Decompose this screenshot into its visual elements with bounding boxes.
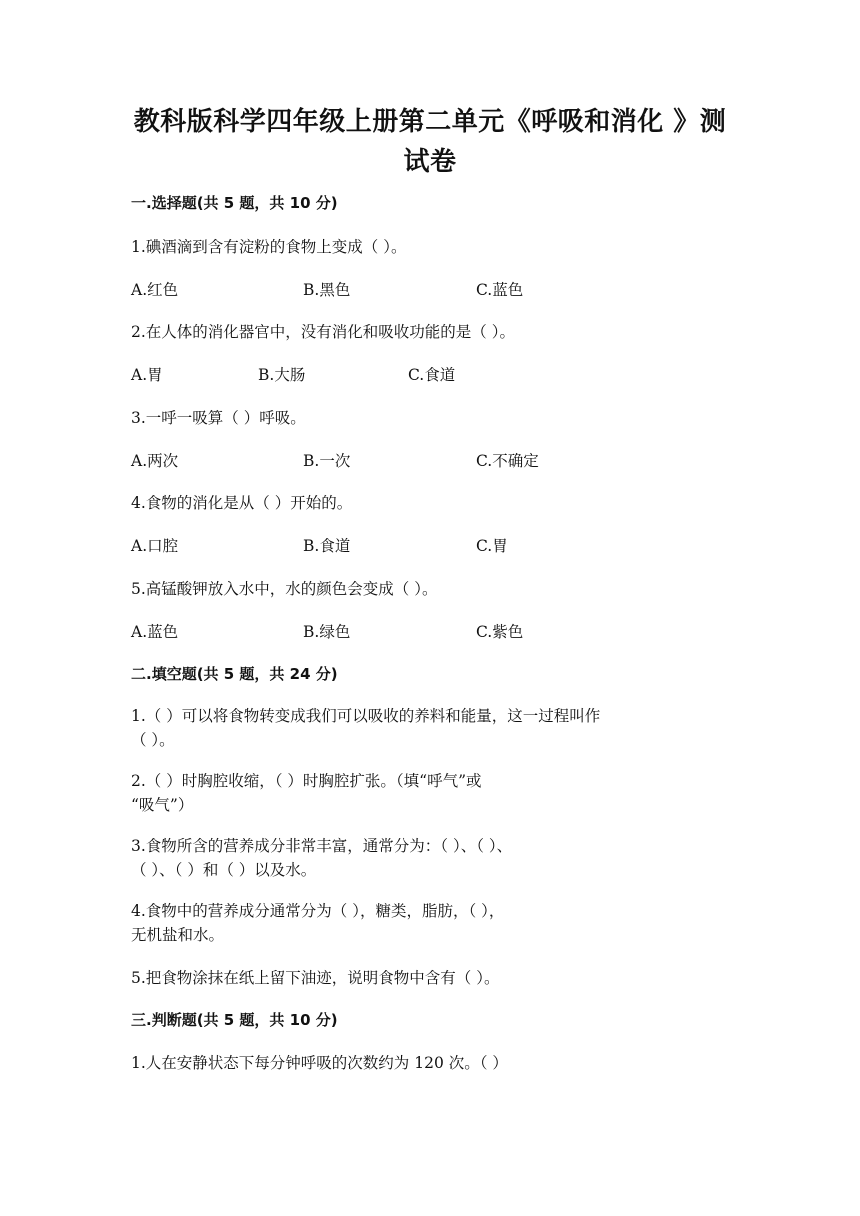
choice-option-c: C.胃: [476, 537, 508, 555]
choice-question-1: 1.碘酒滴到含有淀粉的食物上变成（ ）。: [131, 238, 407, 256]
choice-option-a: A.红色: [131, 281, 179, 299]
choice-question-3: 3.一呼一吸算（ ）呼吸。: [131, 409, 306, 427]
choice-option-a: A.口腔: [131, 537, 179, 555]
choice-question-2: 2.在人体的消化器官中，没有消化和吸收功能的是（ ）。: [131, 323, 515, 341]
section-heading-judge: 三.判断题(共 5 题，共 10 分): [131, 1011, 338, 1029]
choice-option-c: C.不确定: [476, 452, 539, 470]
choice-option-b: B.绿色: [303, 623, 351, 641]
choice-option-a: A.胃: [131, 366, 163, 384]
choice-option-b: B.大肠: [258, 366, 306, 384]
choice-question-4: 4.食物的消化是从（ ）开始的。: [131, 494, 353, 512]
fill-question-line: 无机盐和水。: [131, 926, 225, 944]
fill-question-line: 4.食物中的营养成分通常分为（ ），糖类，脂肪，（ ），: [131, 902, 505, 920]
fill-question-line: 1.（ ）可以将食物转变成我们可以吸收的养料和能量，这一过程叫作: [131, 707, 601, 725]
exam-title: [110, 102, 750, 182]
choice-question-5: 5.高锰酸钾放入水中，水的颜色会变成（ ）。: [131, 580, 438, 598]
choice-option-c: C.紫色: [476, 623, 524, 641]
fill-question-line: （ ）。: [131, 731, 175, 749]
title-line-2: 试卷: [403, 147, 457, 177]
choice-option-b: B.黑色: [303, 281, 351, 299]
choice-option-c: C.食道: [408, 366, 456, 384]
fill-question-2: [131, 769, 731, 817]
choice-option-c: C.蓝色: [476, 281, 524, 299]
fill-question-line: 3.食物所含的营养成分非常丰富，通常分为：（ ）、（ ）、: [131, 837, 513, 855]
title-line-1: 教科版科学四年级上册第二单元《呼吸和消化 》测: [133, 107, 727, 137]
choice-option-b: B.食道: [303, 537, 351, 555]
fill-question-line: “吸气”）: [131, 796, 194, 814]
fill-question-3: [131, 834, 731, 882]
fill-question-line: （ ）、（ ）和（ ）以及水。: [131, 861, 317, 879]
fill-question-line: 2.（ ）时胸腔收缩，（ ）时胸腔扩张。（填“呼气”或: [131, 772, 482, 790]
choice-option-a: A.蓝色: [131, 623, 179, 641]
fill-question-5: 5.把食物涂抹在纸上留下油迹，说明食物中含有（ ）。: [131, 969, 500, 987]
section-heading-fill: 二.填空题(共 5 题，共 24 分): [131, 665, 338, 683]
fill-question-1: [131, 704, 731, 752]
choice-option-b: B.一次: [303, 452, 351, 470]
fill-question-4: [131, 899, 731, 947]
section-heading-choice: 一.选择题(共 5 题，共 10 分): [131, 194, 338, 212]
judge-question-1: 1.人在安静状态下每分钟呼吸的次数约为 120 次。（ ）: [131, 1054, 508, 1072]
choice-option-a: A.两次: [131, 452, 179, 470]
